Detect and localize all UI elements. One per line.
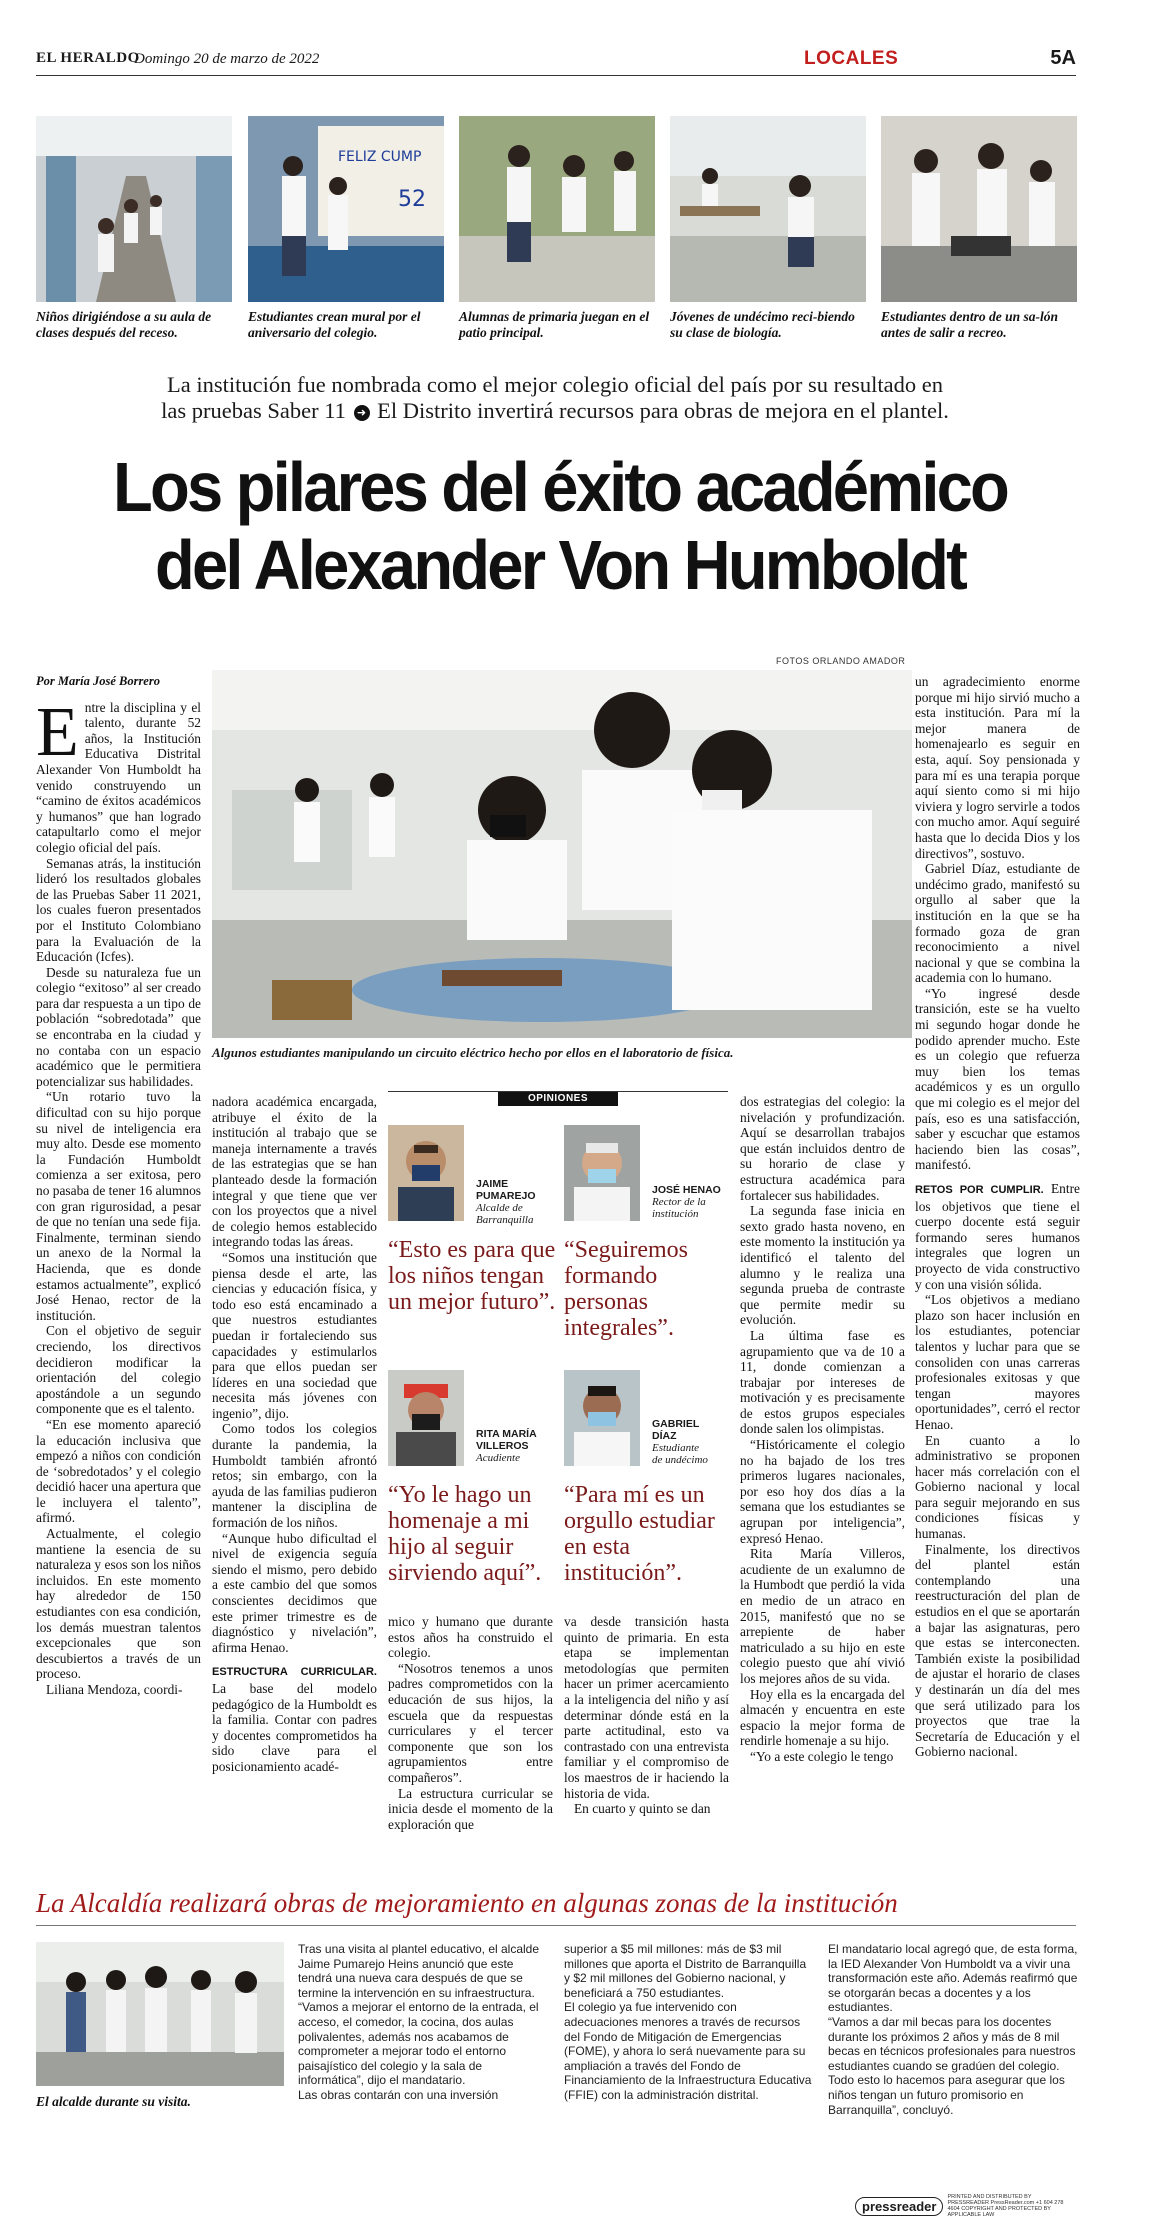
svg-text:FELIZ CUMP: FELIZ CUMP — [338, 149, 422, 165]
top-photo-4 — [670, 116, 866, 302]
opinion-2-role-1: Rector de la — [652, 1196, 706, 1208]
col1-p3: Desde su naturaleza fue un colegio “exitoso” al ser creado para dar respuesta a un tipo de población “sobredotada” que se encontraba en la ciudad y no contaba con un espacio académico que le permitiera potencializar sus habilidades. — [36, 964, 201, 1089]
portrait-rita-maria-villeros — [388, 1370, 464, 1466]
col1-p5: Con el objetivo de seguir creciendo, los directivos decidieron modificar la orientación del colegio apostándole a un segundo componente que es el talento. — [36, 1323, 201, 1417]
col1-p2: Semanas atrás, la institución lideró los resultados globales de las Pruebas Saber 11 2021, los cuales fueron presentados por el Instituto Colombiano para la Evaluación de la Educación (Icfes). — [36, 855, 201, 965]
opinion-4-credit — [652, 1418, 732, 1466]
opinion-2-role-2: institución — [652, 1208, 699, 1220]
subhead-estructura: ESTRUCTURA CURRICULAR. — [212, 1666, 377, 1679]
opinion-3-role-1: Acudiente — [476, 1452, 520, 1464]
sidebar-column-2: superior a $5 mil millones: más de $3 mil millones que aporta el Distrito de Barranquilla y $2 mil millones del Gobierno nacional, y beneficiará a 750 estudiantes. El colegio ya fue intervenido con adecuaciones menores a través de recursos del Fondo de Mitigación de Emergencias (FOME), y ahora lo será nuevamente para su ampliación a través del Fondo de Financiamiento de la Infraestructura Educativa (FFIE) con la administración distrital. — [564, 1942, 812, 2102]
col5-p1: dos estrategias del colegio: la nivelación y profundización. Aquí se desarrollan trabajos que están incluidos dentro de su horario de clase y estructura académica para fortalecer sus habilidades. — [740, 1094, 905, 1203]
opinion-2-credit — [652, 1184, 732, 1220]
col5-p6: Hoy ella es la encargada del almacén y encuentra en este espacio la mejor forma de rendirle homenaje a su hijo. — [740, 1686, 905, 1749]
portrait-gabriel-diaz — [564, 1370, 640, 1466]
opinion-1-credit — [476, 1178, 566, 1226]
sidebar-photo — [36, 1942, 284, 2086]
col2-p5: La base del modelo pedagógico de la Humboldt es la familia. Contar con padres y docentes comprometidos ha sido clave para el posicionamiento acadé- — [212, 1680, 377, 1774]
col4-p1: va desde transición hasta quinto de primaria. En esta etapa se implementan metodologías que permiten hacer un primer acercamiento a la inteligencia del niño y así determinar dónde está en la parte actitudinal, esto va contrastado con una entrevista familiar y el compromiso de los maestros de ir haciendo la historia de vida. — [564, 1614, 729, 1801]
deck-line-1: La institución fue nombrada como el mejor colegio oficial del país por su resultado en — [166, 372, 944, 397]
opinions-tag: OPINIONES — [498, 1092, 618, 1106]
top-caption-1: Niños dirigiéndose a su aula de clases después del receso. — [36, 309, 212, 340]
deck-line-2b: El Distrito invertirá recursos para obras de mejora en el plantel. — [377, 398, 949, 423]
col5-p3: La última fase es agrupamiento que va de 10 a 11, donde comienzan a trabajar por intereses de motivación y es precisamente de estos grupos especiales donde salen los olimpistas. — [740, 1327, 905, 1437]
col6-p2: Gabriel Díaz, estudiante de undécimo grado, manifestó su orgullo al saber que la institución en la que se ha formado goza de gran reconocimiento a nivel nacional y que se combina la academia con lo humano. — [915, 861, 1080, 986]
opinion-4-name-1: GABRIEL — [652, 1418, 700, 1430]
article-column-6 — [915, 674, 1080, 1854]
col1-p8: Liliana Mendoza, coordi- — [46, 1682, 183, 1697]
col6-p6: En cuanto a lo administrativo se proponen hacer más correlación con el Gobierno nacional y local para seguir mejorando en sus condiciones físicas y humanas. — [915, 1432, 1080, 1542]
col6-p4: Entre los objetivos que tiene el cuerpo docente está seguir formando seres humanos integrales que logren un proyecto de vida constructivo y con una visión sólida. — [915, 1181, 1080, 1292]
deck-line-2a: las pruebas Saber 11 — [161, 398, 346, 423]
article-column-1 — [36, 674, 201, 1854]
deck — [60, 372, 1050, 424]
col1-p4: “Un rotario tuvo la dificultad con su hijo porque su nivel de inteligencia era muy alto. Desde ese momento la Fundación Humboldt comienza a ser exitosa, pero no pasaba de tener 16 alumnos con gran rigurosidad, a pesar de que no tenían una sede fija. Finalmente, terminan siendo un anexo de la Normal la Hacienda, que es donde estamos actualmente”, explicó José Henao, rector de la institución. — [36, 1089, 201, 1323]
opinion-1-role-2: Barranquilla — [476, 1214, 534, 1226]
opinion-3-credit — [476, 1428, 566, 1464]
col6-p7: Finalmente, los directivos del plantel están contemplando una reestructuración del plan de estudios en el que se aportarán a bajar las asignaturas, pero que estas se interconecten. También existe la posibilidad de ajustar el horario de clases y destinarán un día del mes que será utilizado para los proyectos que trae la Secretaría de Educación y el Gobierno nacional. — [915, 1541, 1080, 1760]
svg-text:52: 52 — [398, 187, 426, 212]
issue-date: Domingo 20 de marzo de 2022 — [134, 51, 320, 67]
opinion-4-quote: “Para mí es un orgullo estudiar en esta institución”. — [564, 1482, 715, 1586]
top-caption-4: Jóvenes de undécimo reci-biendo su clase de biología. — [670, 309, 855, 340]
col2-p4: “Aunque hubo dificultad el nivel de exigencia seguía siendo el mismo, pero debido a este cambio del que somos conscientes decidimos que este primer trimestre es de diagnóstico y nivelación”, afirma Henao. — [212, 1530, 377, 1655]
headline-line-1: Los pilares del éxito académico — [112, 448, 1008, 526]
col2-p3: Como todos los colegios durante la pandemia, la Humboldt también afrontó retos; sin embargo, con la ayuda de las familias pudieron mantener la disciplina de formación de los niños. — [212, 1421, 377, 1531]
photo-credit: FOTOS ORLANDO AMADOR — [776, 656, 906, 666]
article-column-4 — [564, 1614, 729, 1854]
opinion-3-name-2: VILLEROS — [476, 1440, 529, 1452]
top-photo-1 — [36, 116, 232, 302]
opinion-2-quote: “Seguiremos formando personas integrales”. — [564, 1237, 688, 1341]
col4-p2: En cuarto y quinto se dan — [574, 1801, 711, 1817]
sidebar-column-3: El mandatario local agregó que, de esta forma, la IED Alexander Von Humboldt va a vivir una transformación este año. Además reafirmó que se otorgarán becas a docentes y a los estudiantes. “Vamos a dar mil becas para los docentes durante los próximos 2 años y más de 8 mil becas en técnicos profesionales para nuestros estudiantes cuando se gradúen del colegio. Todo esto lo hacemos para asegurar que los niños tengan un futuro promisorio en Barranquilla”, concluyó. — [828, 1942, 1078, 2117]
top-photo-3 — [459, 116, 655, 302]
opinion-1-quote: “Esto es para que los niños tengan un mejor futuro”. — [388, 1237, 556, 1315]
headline-line-2: del Alexander Von Humboldt — [154, 526, 966, 604]
drop-cap: E — [36, 693, 79, 771]
page-number: 5A — [1050, 47, 1076, 69]
byline: Por María José Borrero — [36, 674, 160, 688]
col3-p1: mico y humano que durante estos años ha construido el colegio. — [388, 1614, 553, 1661]
section-name: LOCALES — [804, 48, 899, 69]
opinion-1-role-1: Alcalde de — [476, 1202, 523, 1214]
opinion-3-quote: “Yo le hago un homenaje a mi hijo al seguir sirviendo aquí”. — [388, 1482, 542, 1586]
portrait-jose-henao — [564, 1125, 640, 1221]
col3-p3: La estructura curricular se inicia desde el momento de la exploración que — [388, 1785, 553, 1832]
col6-p3: “Yo ingresé desde transición, este se ha vuelto mi segundo hogar donde he podido aprender mucho. Este es un colegio que refuerza muy bien los temas académicos y es un orgullo que mi colegio es el mejor del país, eso es una satisfacción, saber y escuchar que estamos haciendo bien las cosas”, manifestó. — [915, 985, 1080, 1173]
article-column-3 — [388, 1614, 553, 1854]
main-photo — [212, 670, 912, 1038]
page-header — [36, 47, 1076, 76]
col2-p2: “Somos una institución que piensa desde el arte, las ciencias y educación física, y todo eso está encaminado a que nuestros estudiantes puedan ir fortaleciendo sus capacidades y estimularlos para que ellos puedan ser líderes en una sociedad que necesita más jóvenes con ingenio”, dijo. — [212, 1249, 377, 1421]
opinion-4-role-2: de undécimo — [652, 1454, 708, 1466]
top-caption-2: Estudiantes crean mural por el aniversario del colegio. — [248, 309, 421, 340]
top-photo-2 — [248, 116, 444, 302]
opinion-4-role-1: Estudiante — [652, 1442, 700, 1454]
newspaper-brand: EL HERALDO — [36, 50, 140, 66]
sidebar-title: La Alcaldía realizará obras de mejoramiento en algunas zonas de la institución — [36, 1888, 1076, 1926]
sidebar-photo-caption: El alcalde durante su visita. — [36, 2094, 191, 2109]
col5-p7: “Yo a este colegio le tengo — [750, 1748, 894, 1764]
col5-p4: “Históricamente el colegio no ha bajado de los tres primeros lugares nacionales, por eso hoy dos días a la semana que los estudiantes se agrupan por inteligencia”, expresó Henao. — [740, 1437, 905, 1546]
subhead-retos: RETOS POR CUMPLIR. — [915, 1184, 1044, 1196]
col6-p5: “Los objetivos a mediano plazo son hacer inclusión en los estudiantes, potenciar talentos y luchar para que se consoliden con unas carreras profesionales exitosas y que tengan mayores oportunidades”, cerró el rector Henao. — [915, 1292, 1080, 1432]
main-photo-caption: Algunos estudiantes manipulando un circuito eléctrico hecho por ellos en el laboratorio de física. — [212, 1045, 734, 1060]
pressreader-footer — [855, 2193, 1080, 2219]
col3-p2: “Nosotros tenemos a unos padres comprometidos con la educación de sus hijos, la escuela que da respuestas curriculares y el tercer componente que son los agrupamientos entre compañeros”. — [388, 1660, 553, 1785]
col5-p2: La segunda fase inicia en sexto grado hasta noveno, en este momento la institución ya identificó el talento del alumno y le realiza una segunda prueba de contraste que permite medir su evolución. — [740, 1203, 905, 1328]
sidebar-column-1: Tras una visita al plantel educativo, el alcalde Jaime Pumarejo Heins anunció que este tendrá una nueva cara después de que se termine la intervención en su infraestructura. “Vamos a mejorar el entorno de la entrada, el acceso, el comedor, la cocina, dos aulas polivalentes, además nos acabamos de comprometer a mejorar todo el entorno paisajístico del colegio y la sala de informática”, dijo el mandatario. Las obras contarán con una inversión — [298, 1942, 540, 2102]
col6-p1: un agradecimiento enorme porque mi hijo sirvió mucho a esta institución. Para mí la mejor manera de homenajearlo es seguir en esta, aquí. Soy pensionada y para mí es una terapia porque aquí siento como si mi hijo viviera y logro servirle a todos con mucho amor. Aquí seguiré hasta que lo decida Dios y los directivos”, sostuvo. — [915, 674, 1080, 861]
opinion-1-name-2: PUMAREJO — [476, 1190, 536, 1202]
pressreader-logo: pressreader — [855, 2197, 943, 2216]
opinion-3-name-1: RITA MARÍA — [476, 1428, 537, 1440]
opinion-4-name-2: DÍAZ — [652, 1430, 677, 1442]
col2-p1: nadora académica encargada, atribuye el éxito de la institución al trabajo que se maneja internamente a través de las estrategias que se han planteado desde la formación integral y que tiene que ver con los proyectos que a nivel de colegio hemos establecido integrando todas las áreas. — [212, 1094, 377, 1250]
arrow-right-icon: ➜ — [354, 405, 370, 421]
top-caption-3: Alumnas de primaria juegan en el patio principal. — [459, 309, 650, 340]
col5-p5: Rita María Villeros, acudiente de un exalumno de la Humbodt que perdió la vida en medio de un atraco en 2015, manifestó que no se arrepiente de haber matriculado a su hijo en este colegio puesto que ahí vivió los mejores años de su vida. — [740, 1546, 905, 1686]
top-caption-5: Estudiantes dentro de un sa-lón antes de salir a recreo. — [881, 309, 1059, 340]
top-photo-5 — [881, 116, 1077, 302]
col1-p6: “En ese momento apareció la educación inclusiva que empezó a niños con condición de ‘sobredotados’ y el colegio decidió hacer una apertura que le incluyera el talento”, afirmó. — [36, 1416, 201, 1526]
pressreader-note: PRINTED AND DISTRIBUTED BY PRESSREADER PressReader.com +1 604 278 4604 COPYRIGHT AND PROTECTED BY APPLICABLE LAW — [947, 2194, 1064, 2218]
col1-p1: ntre la disciplina y el talento, durante 52 años, la Institución Educativa Distrital Alexander Von Humboldt ha venido construyendo un “camino de éxitos académicos y humanos” que han logrado catapultarlo como el mejor colegio oficial del país. — [36, 699, 201, 855]
article-column-2 — [212, 1094, 377, 1854]
deck-line-2 — [60, 398, 1050, 424]
headline — [76, 448, 1043, 604]
col1-p7: Actualmente, el colegio mantiene la esencia de su naturaleza y esos son los niños incluidos. En este momento hay alrededor de 150 estudiantes con esa condición, los demás muestran talentos excepcionales que son descubiertos a través de un proceso. — [36, 1526, 201, 1682]
opinion-1-name-1: JAIME — [476, 1178, 509, 1190]
opinion-2-name-1: JOSÉ HENAO — [652, 1184, 721, 1196]
article-column-5 — [740, 1094, 905, 1854]
portrait-jaime-pumarejo — [388, 1125, 464, 1221]
